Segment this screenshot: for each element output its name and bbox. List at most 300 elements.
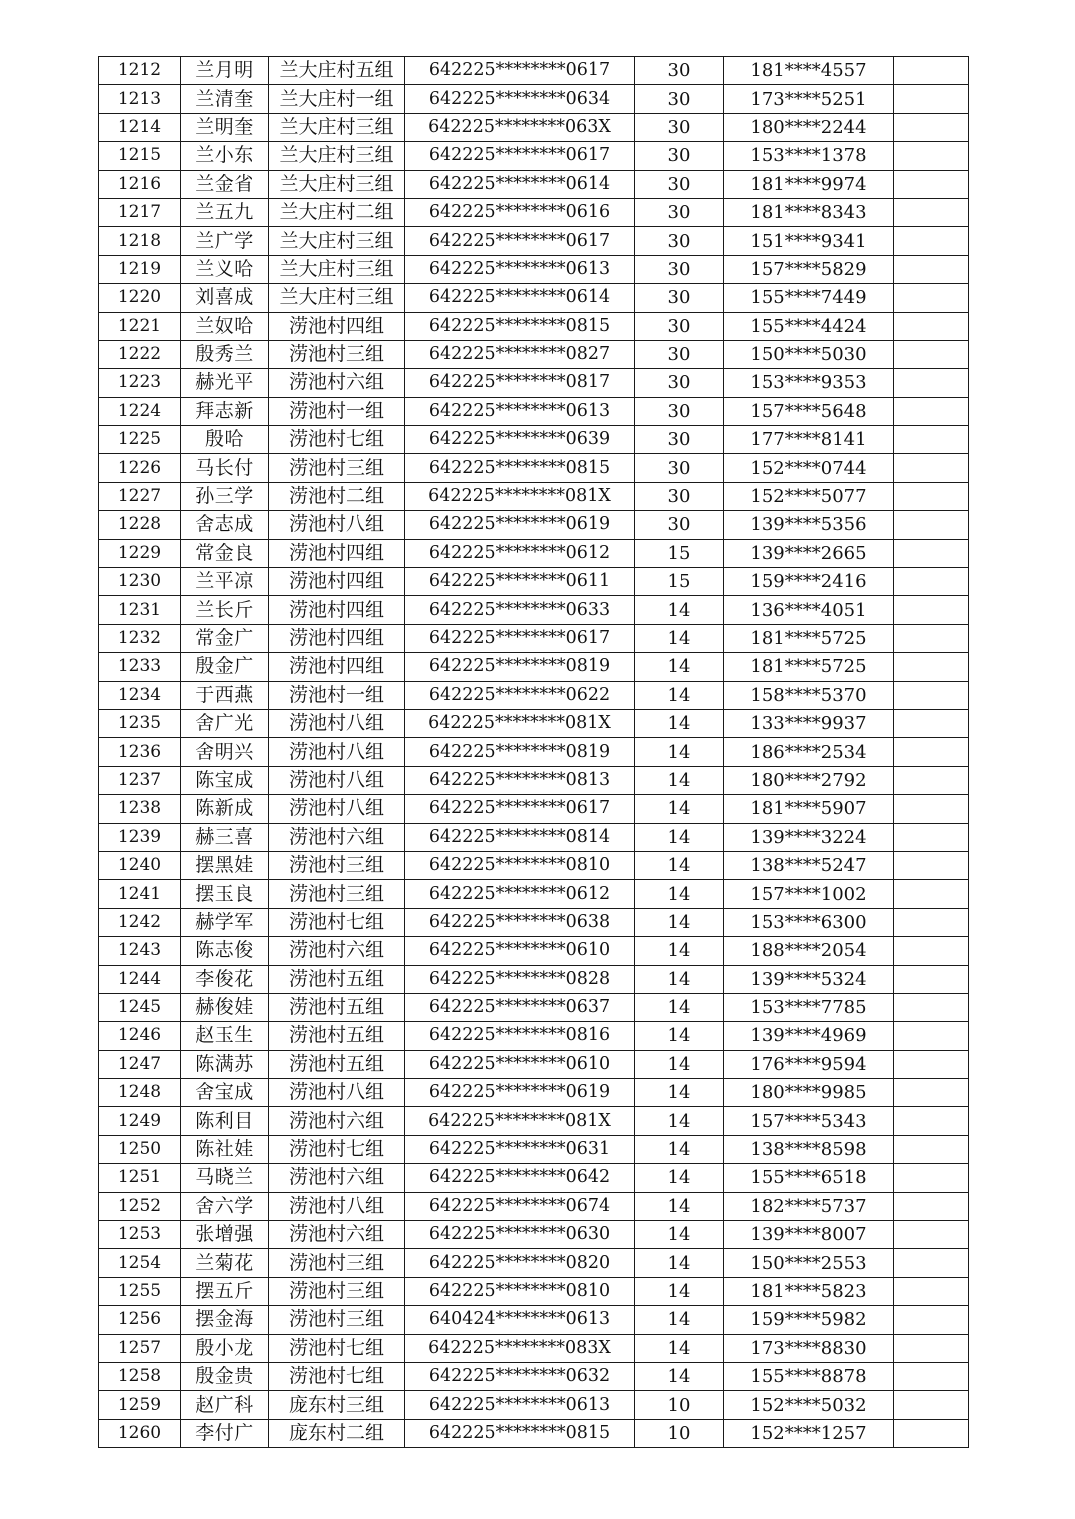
name-cell: 舍志成 (181, 511, 269, 539)
name-cell: 殷秀兰 (181, 340, 269, 368)
id-number-cell: 642225********0810 (405, 1277, 635, 1305)
remark-cell (894, 1135, 969, 1163)
phone-cell: 138****8598 (724, 1135, 894, 1163)
amount-cell: 15 (635, 568, 724, 596)
remark-cell (894, 1249, 969, 1277)
amount-cell: 14 (635, 738, 724, 766)
name-cell: 兰平凉 (181, 568, 269, 596)
address-cell: 涝池村八组 (269, 1192, 405, 1220)
seq-cell: 1213 (99, 85, 181, 113)
address-cell: 涝池村三组 (269, 880, 405, 908)
remark-cell (894, 1192, 969, 1220)
address-cell: 涝池村八组 (269, 1079, 405, 1107)
id-number-cell: 642225********0810 (405, 851, 635, 879)
id-number-cell: 642225********0633 (405, 596, 635, 624)
name-cell: 陈志俊 (181, 937, 269, 965)
amount-cell: 30 (635, 312, 724, 340)
address-cell: 兰大庄村三组 (269, 255, 405, 283)
seq-cell: 1248 (99, 1079, 181, 1107)
remark-cell (894, 937, 969, 965)
address-cell: 涝池村五组 (269, 1022, 405, 1050)
seq-cell: 1251 (99, 1164, 181, 1192)
remark-cell (894, 511, 969, 539)
remark-cell (894, 965, 969, 993)
remark-cell (894, 369, 969, 397)
amount-cell: 30 (635, 397, 724, 425)
table-row (99, 1334, 969, 1362)
name-cell: 兰清奎 (181, 85, 269, 113)
roster-table (98, 56, 969, 1448)
id-number-cell: 642225********0815 (405, 312, 635, 340)
seq-cell: 1223 (99, 369, 181, 397)
name-cell: 马长付 (181, 454, 269, 482)
amount-cell: 30 (635, 284, 724, 312)
phone-cell: 139****5356 (724, 511, 894, 539)
id-number-cell: 642225********0828 (405, 965, 635, 993)
table-row (99, 426, 969, 454)
amount-cell: 30 (635, 85, 724, 113)
table-row (99, 795, 969, 823)
phone-cell: 139****2665 (724, 539, 894, 567)
table-row (99, 227, 969, 255)
id-number-cell: 642225********0637 (405, 993, 635, 1021)
table-row (99, 142, 969, 170)
address-cell: 涝池村一组 (269, 681, 405, 709)
address-cell: 兰大庄村三组 (269, 227, 405, 255)
seq-cell: 1220 (99, 284, 181, 312)
table-row (99, 1306, 969, 1334)
phone-cell: 153****9353 (724, 369, 894, 397)
amount-cell: 30 (635, 142, 724, 170)
id-number-cell: 642225********083X (405, 1334, 635, 1362)
phone-cell: 152****1257 (724, 1419, 894, 1447)
name-cell: 李俊花 (181, 965, 269, 993)
table-row (99, 851, 969, 879)
seq-cell: 1259 (99, 1391, 181, 1419)
phone-cell: 180****2244 (724, 113, 894, 141)
phone-cell: 158****5370 (724, 681, 894, 709)
amount-cell: 30 (635, 340, 724, 368)
address-cell: 涝池村八组 (269, 795, 405, 823)
amount-cell: 14 (635, 1221, 724, 1249)
remark-cell (894, 851, 969, 879)
address-cell: 涝池村三组 (269, 340, 405, 368)
address-cell: 兰大庄村三组 (269, 284, 405, 312)
name-cell: 陈新成 (181, 795, 269, 823)
table-row (99, 1221, 969, 1249)
address-cell: 兰大庄村二组 (269, 198, 405, 226)
name-cell: 兰义哈 (181, 255, 269, 283)
id-number-cell: 642225********0632 (405, 1362, 635, 1390)
table-row (99, 1079, 969, 1107)
amount-cell: 30 (635, 511, 724, 539)
table-row (99, 766, 969, 794)
id-number-cell: 642225********0616 (405, 198, 635, 226)
address-cell: 庞东村二组 (269, 1419, 405, 1447)
remark-cell (894, 1334, 969, 1362)
address-cell: 涝池村三组 (269, 1277, 405, 1305)
address-cell: 涝池村五组 (269, 965, 405, 993)
remark-cell (894, 142, 969, 170)
id-number-cell: 642225********0613 (405, 255, 635, 283)
seq-cell: 1219 (99, 255, 181, 283)
name-cell: 兰五九 (181, 198, 269, 226)
phone-cell: 181****5725 (724, 624, 894, 652)
amount-cell: 14 (635, 1249, 724, 1277)
id-number-cell: 642225********0639 (405, 426, 635, 454)
phone-cell: 157****5343 (724, 1107, 894, 1135)
name-cell: 陈利目 (181, 1107, 269, 1135)
seq-cell: 1218 (99, 227, 181, 255)
amount-cell: 14 (635, 1022, 724, 1050)
table-row (99, 397, 969, 425)
seq-cell: 1245 (99, 993, 181, 1021)
seq-cell: 1216 (99, 170, 181, 198)
address-cell: 涝池村三组 (269, 1306, 405, 1334)
remark-cell (894, 738, 969, 766)
remark-cell (894, 482, 969, 510)
table-row (99, 170, 969, 198)
remark-cell (894, 653, 969, 681)
phone-cell: 139****3224 (724, 823, 894, 851)
table-row (99, 908, 969, 936)
name-cell: 兰小东 (181, 142, 269, 170)
amount-cell: 14 (635, 1164, 724, 1192)
name-cell: 兰长斤 (181, 596, 269, 624)
name-cell: 马晓兰 (181, 1164, 269, 1192)
phone-cell: 159****5982 (724, 1306, 894, 1334)
table-row (99, 1249, 969, 1277)
seq-cell: 1228 (99, 511, 181, 539)
table-row (99, 1164, 969, 1192)
remark-cell (894, 568, 969, 596)
table-row (99, 1391, 969, 1419)
id-number-cell: 642225********0819 (405, 653, 635, 681)
table-row (99, 454, 969, 482)
name-cell: 常金良 (181, 539, 269, 567)
seq-cell: 1229 (99, 539, 181, 567)
remark-cell (894, 1079, 969, 1107)
remark-cell (894, 539, 969, 567)
table-row (99, 1277, 969, 1305)
name-cell: 摆黑娃 (181, 851, 269, 879)
id-number-cell: 642225********081X (405, 1107, 635, 1135)
name-cell: 摆金海 (181, 1306, 269, 1334)
name-cell: 赵广科 (181, 1391, 269, 1419)
remark-cell (894, 312, 969, 340)
remark-cell (894, 1164, 969, 1192)
address-cell: 涝池村六组 (269, 1107, 405, 1135)
id-number-cell: 642225********0827 (405, 340, 635, 368)
name-cell: 陈宝成 (181, 766, 269, 794)
remark-cell (894, 993, 969, 1021)
name-cell: 于西燕 (181, 681, 269, 709)
amount-cell: 14 (635, 937, 724, 965)
address-cell: 涝池村四组 (269, 596, 405, 624)
amount-cell: 14 (635, 624, 724, 652)
table-row (99, 312, 969, 340)
table-row (99, 1107, 969, 1135)
name-cell: 舍广光 (181, 709, 269, 737)
amount-cell: 14 (635, 880, 724, 908)
amount-cell: 30 (635, 57, 724, 85)
phone-cell: 155****8878 (724, 1362, 894, 1390)
id-number-cell: 642225********0617 (405, 624, 635, 652)
seq-cell: 1234 (99, 681, 181, 709)
table-row (99, 113, 969, 141)
table-row (99, 880, 969, 908)
seq-cell: 1254 (99, 1249, 181, 1277)
id-number-cell: 642225********0815 (405, 454, 635, 482)
seq-cell: 1257 (99, 1334, 181, 1362)
phone-cell: 181****9974 (724, 170, 894, 198)
id-number-cell: 642225********0612 (405, 880, 635, 908)
table-row (99, 1419, 969, 1447)
seq-cell: 1236 (99, 738, 181, 766)
id-number-cell: 642225********0617 (405, 795, 635, 823)
id-number-cell: 642225********0617 (405, 57, 635, 85)
remark-cell (894, 227, 969, 255)
phone-cell: 153****7785 (724, 993, 894, 1021)
table-row (99, 624, 969, 652)
table-row (99, 255, 969, 283)
phone-cell: 176****9594 (724, 1050, 894, 1078)
id-number-cell: 642225********0634 (405, 85, 635, 113)
remark-cell (894, 880, 969, 908)
id-number-cell: 642225********0613 (405, 1391, 635, 1419)
amount-cell: 14 (635, 766, 724, 794)
name-cell: 陈社娃 (181, 1135, 269, 1163)
table-row (99, 85, 969, 113)
amount-cell: 14 (635, 993, 724, 1021)
id-number-cell: 642225********0610 (405, 937, 635, 965)
remark-cell (894, 340, 969, 368)
seq-cell: 1242 (99, 908, 181, 936)
amount-cell: 14 (635, 851, 724, 879)
seq-cell: 1212 (99, 57, 181, 85)
remark-cell (894, 113, 969, 141)
address-cell: 涝池村八组 (269, 709, 405, 737)
address-cell: 涝池村五组 (269, 993, 405, 1021)
seq-cell: 1231 (99, 596, 181, 624)
address-cell: 兰大庄村三组 (269, 170, 405, 198)
table-row (99, 653, 969, 681)
table-row (99, 539, 969, 567)
name-cell: 赫三喜 (181, 823, 269, 851)
table-row (99, 511, 969, 539)
remark-cell (894, 255, 969, 283)
id-number-cell: 642225********0622 (405, 681, 635, 709)
seq-cell: 1237 (99, 766, 181, 794)
phone-cell: 181****8343 (724, 198, 894, 226)
seq-cell: 1214 (99, 113, 181, 141)
seq-cell: 1255 (99, 1277, 181, 1305)
name-cell: 摆五斤 (181, 1277, 269, 1305)
id-number-cell: 642225********0612 (405, 539, 635, 567)
phone-cell: 133****9937 (724, 709, 894, 737)
address-cell: 涝池村三组 (269, 851, 405, 879)
remark-cell (894, 57, 969, 85)
name-cell: 兰奴哈 (181, 312, 269, 340)
address-cell: 涝池村七组 (269, 908, 405, 936)
address-cell: 涝池村一组 (269, 397, 405, 425)
address-cell: 涝池村四组 (269, 568, 405, 596)
seq-cell: 1252 (99, 1192, 181, 1220)
table-row (99, 1050, 969, 1078)
phone-cell: 188****2054 (724, 937, 894, 965)
phone-cell: 139****4969 (724, 1022, 894, 1050)
remark-cell (894, 1221, 969, 1249)
phone-cell: 150****5030 (724, 340, 894, 368)
remark-cell (894, 284, 969, 312)
address-cell: 涝池村八组 (269, 738, 405, 766)
address-cell: 涝池村三组 (269, 1249, 405, 1277)
name-cell: 兰明奎 (181, 113, 269, 141)
amount-cell: 14 (635, 1334, 724, 1362)
address-cell: 庞东村三组 (269, 1391, 405, 1419)
amount-cell: 14 (635, 1079, 724, 1107)
name-cell: 舍宝成 (181, 1079, 269, 1107)
roster-body (99, 57, 969, 1448)
seq-cell: 1232 (99, 624, 181, 652)
id-number-cell: 642225********0642 (405, 1164, 635, 1192)
amount-cell: 30 (635, 454, 724, 482)
amount-cell: 14 (635, 709, 724, 737)
seq-cell: 1235 (99, 709, 181, 737)
remark-cell (894, 1362, 969, 1390)
id-number-cell: 642225********0613 (405, 397, 635, 425)
id-number-cell: 642225********0630 (405, 1221, 635, 1249)
address-cell: 涝池村六组 (269, 369, 405, 397)
name-cell: 李付广 (181, 1419, 269, 1447)
phone-cell: 153****6300 (724, 908, 894, 936)
seq-cell: 1224 (99, 397, 181, 425)
remark-cell (894, 596, 969, 624)
id-number-cell: 642225********0619 (405, 511, 635, 539)
phone-cell: 151****9341 (724, 227, 894, 255)
table-row (99, 284, 969, 312)
address-cell: 涝池村六组 (269, 823, 405, 851)
amount-cell: 14 (635, 1192, 724, 1220)
phone-cell: 139****8007 (724, 1221, 894, 1249)
table-row (99, 709, 969, 737)
name-cell: 赫光平 (181, 369, 269, 397)
remark-cell (894, 823, 969, 851)
remark-cell (894, 198, 969, 226)
table-row (99, 1362, 969, 1390)
phone-cell: 157****5648 (724, 397, 894, 425)
address-cell: 涝池村四组 (269, 539, 405, 567)
amount-cell: 30 (635, 227, 724, 255)
remark-cell (894, 397, 969, 425)
amount-cell: 10 (635, 1419, 724, 1447)
remark-cell (894, 681, 969, 709)
phone-cell: 186****2534 (724, 738, 894, 766)
phone-cell: 157****1002 (724, 880, 894, 908)
amount-cell: 14 (635, 965, 724, 993)
address-cell: 涝池村四组 (269, 653, 405, 681)
id-number-cell: 642225********0814 (405, 823, 635, 851)
amount-cell: 30 (635, 170, 724, 198)
address-cell: 涝池村七组 (269, 1135, 405, 1163)
id-number-cell: 642225********0819 (405, 738, 635, 766)
remark-cell (894, 1391, 969, 1419)
phone-cell: 139****5324 (724, 965, 894, 993)
seq-cell: 1226 (99, 454, 181, 482)
table-row (99, 937, 969, 965)
table-row (99, 198, 969, 226)
address-cell: 涝池村六组 (269, 1164, 405, 1192)
table-row (99, 993, 969, 1021)
phone-cell: 181****5907 (724, 795, 894, 823)
phone-cell: 150****2553 (724, 1249, 894, 1277)
phone-cell: 177****8141 (724, 426, 894, 454)
id-number-cell: 642225********0674 (405, 1192, 635, 1220)
address-cell: 兰大庄村三组 (269, 142, 405, 170)
amount-cell: 14 (635, 1050, 724, 1078)
name-cell: 殷小龙 (181, 1334, 269, 1362)
name-cell: 兰金省 (181, 170, 269, 198)
amount-cell: 30 (635, 369, 724, 397)
seq-cell: 1249 (99, 1107, 181, 1135)
remark-cell (894, 1050, 969, 1078)
table-row (99, 340, 969, 368)
name-cell: 张增强 (181, 1221, 269, 1249)
id-number-cell: 642225********0614 (405, 170, 635, 198)
seq-cell: 1222 (99, 340, 181, 368)
id-number-cell: 642225********0631 (405, 1135, 635, 1163)
id-number-cell: 642225********0617 (405, 142, 635, 170)
remark-cell (894, 1419, 969, 1447)
name-cell: 舍六学 (181, 1192, 269, 1220)
amount-cell: 14 (635, 681, 724, 709)
phone-cell: 159****2416 (724, 568, 894, 596)
address-cell: 兰大庄村一组 (269, 85, 405, 113)
phone-cell: 181****4557 (724, 57, 894, 85)
amount-cell: 30 (635, 482, 724, 510)
name-cell: 兰菊花 (181, 1249, 269, 1277)
remark-cell (894, 1306, 969, 1334)
phone-cell: 155****4424 (724, 312, 894, 340)
amount-cell: 14 (635, 653, 724, 681)
amount-cell: 30 (635, 198, 724, 226)
seq-cell: 1240 (99, 851, 181, 879)
seq-cell: 1215 (99, 142, 181, 170)
table-row (99, 1022, 969, 1050)
name-cell: 赫俊娃 (181, 993, 269, 1021)
id-number-cell: 640424********0613 (405, 1306, 635, 1334)
amount-cell: 15 (635, 539, 724, 567)
seq-cell: 1247 (99, 1050, 181, 1078)
remark-cell (894, 170, 969, 198)
remark-cell (894, 426, 969, 454)
address-cell: 涝池村七组 (269, 1362, 405, 1390)
phone-cell: 182****5737 (724, 1192, 894, 1220)
remark-cell (894, 454, 969, 482)
name-cell: 孙三学 (181, 482, 269, 510)
amount-cell: 30 (635, 255, 724, 283)
id-number-cell: 642225********0617 (405, 227, 635, 255)
remark-cell (894, 766, 969, 794)
amount-cell: 30 (635, 426, 724, 454)
phone-cell: 136****4051 (724, 596, 894, 624)
id-number-cell: 642225********0815 (405, 1419, 635, 1447)
phone-cell: 153****1378 (724, 142, 894, 170)
seq-cell: 1250 (99, 1135, 181, 1163)
phone-cell: 157****5829 (724, 255, 894, 283)
name-cell: 摆玉良 (181, 880, 269, 908)
seq-cell: 1239 (99, 823, 181, 851)
